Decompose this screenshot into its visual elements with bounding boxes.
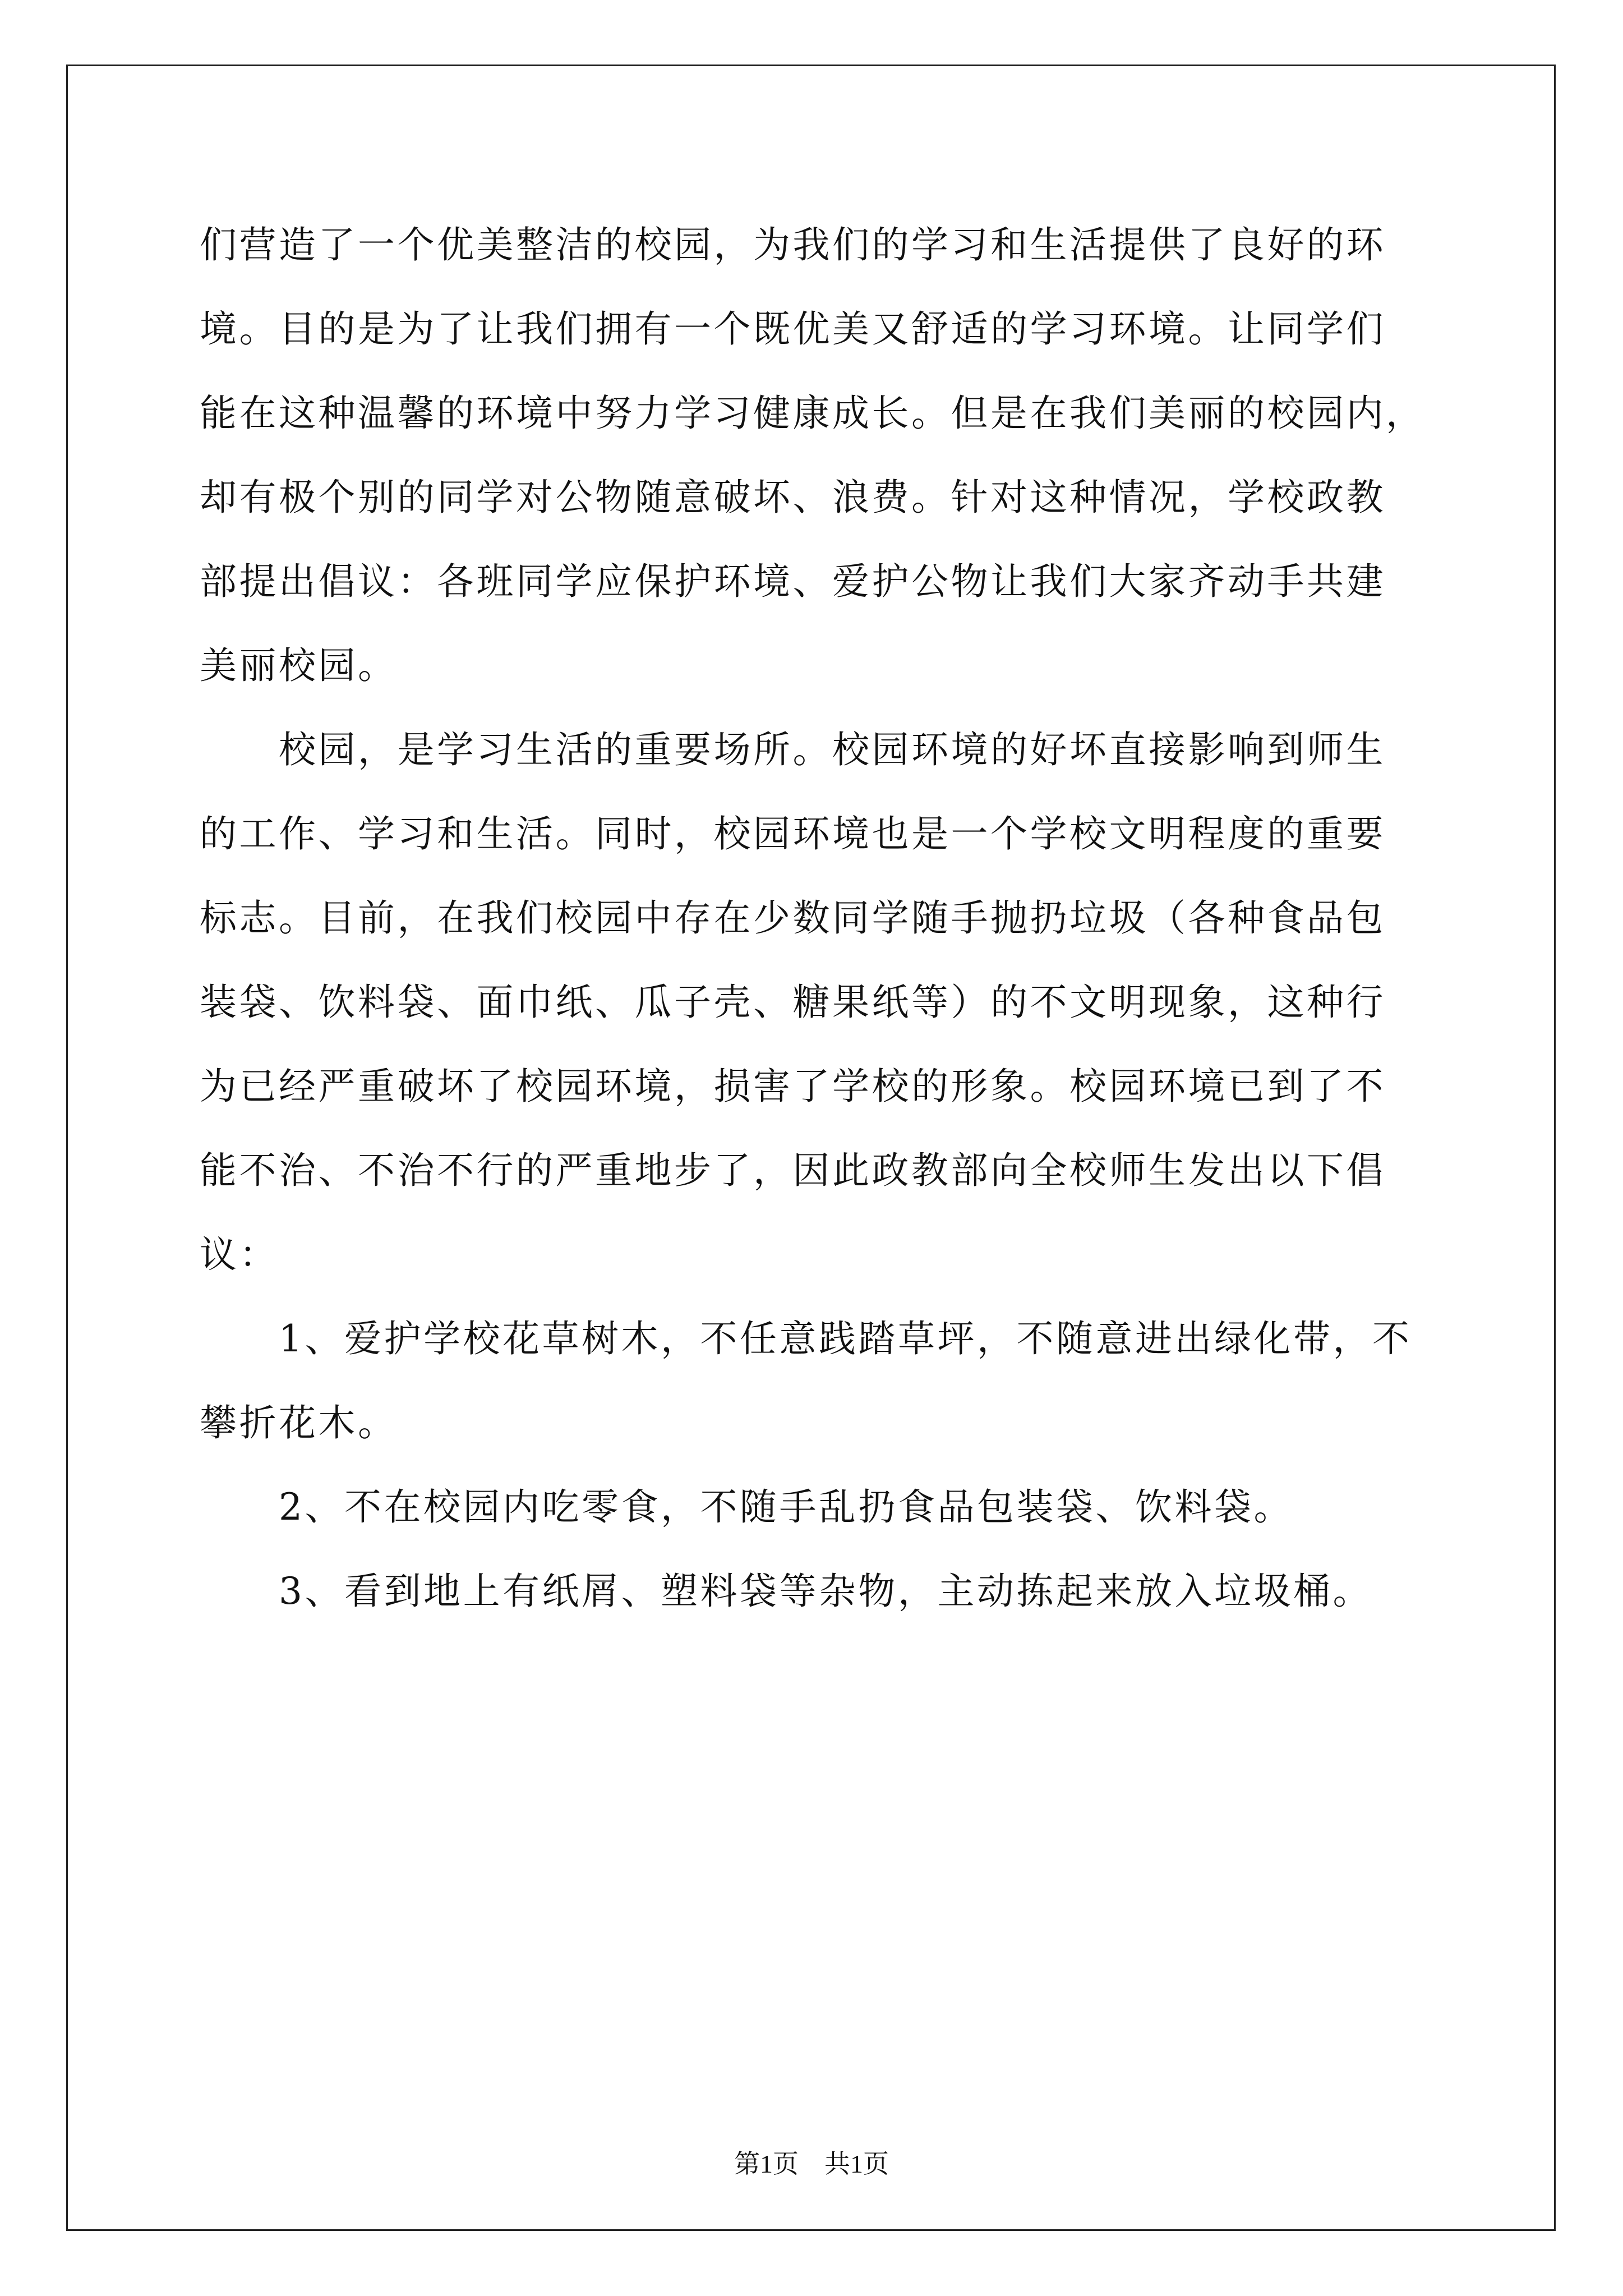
text-line: 攀折花木。 xyxy=(200,1401,398,1444)
text-line: 美丽校园。 xyxy=(200,644,398,687)
page-footer xyxy=(0,2148,1623,2180)
text-line: 部提出倡议：各班同学应保护环境、爱护公物让我们大家齐动手共建 xyxy=(200,560,1386,603)
text-line: 1、爱护学校花草树木，不任意践踏草坪，不随意进出绿化带，不 xyxy=(200,1317,1412,1360)
text-line: 3、看到地上有纸屑、塑料袋等杂物，主动拣起来放入垃圾桶。 xyxy=(200,1570,1372,1613)
text-line: 校园，是学习生活的重要场所。校园环境的好坏直接影响到师生 xyxy=(200,728,1386,771)
text-line: 2、不在校园内吃零食，不随手乱扔食品包装袋、饮料袋。 xyxy=(200,1485,1293,1529)
text-line: 议： xyxy=(200,1233,279,1276)
text-line: 境。目的是为了让我们拥有一个既优美又舒适的学习环境。让同学们 xyxy=(200,307,1386,351)
text-line: 能在这种温馨的环境中努力学习健康成长。但是在我们美丽的校园内， xyxy=(200,392,1426,435)
text-line: 们营造了一个优美整洁的校园，为我们的学习和生活提供了良好的环 xyxy=(200,223,1386,266)
page-number-total: 共1页 xyxy=(824,2150,889,2178)
page-number-current: 第1页 xyxy=(734,2150,799,2178)
text-line: 能不治、不治不行的严重地步了，因此政教部向全校师生发出以下倡 xyxy=(200,1149,1386,1192)
text-line: 装袋、饮料袋、面巾纸、瓜子壳、糖果纸等）的不文明现象，这种行 xyxy=(200,981,1386,1024)
text-line: 标志。目前，在我们校园中存在少数同学随手抛扔垃圾（各种食品包 xyxy=(200,896,1386,940)
text-line: 的工作、学习和生活。同时，校园环境也是一个学校文明程度的重要 xyxy=(200,812,1386,855)
text-line: 却有极个别的同学对公物随意破坏、浪费。针对这种情况，学校政教 xyxy=(200,476,1386,519)
text-line: 为已经严重破坏了校园环境，损害了学校的形象。校园环境已到了不 xyxy=(200,1065,1386,1108)
page-border xyxy=(66,65,1556,2231)
